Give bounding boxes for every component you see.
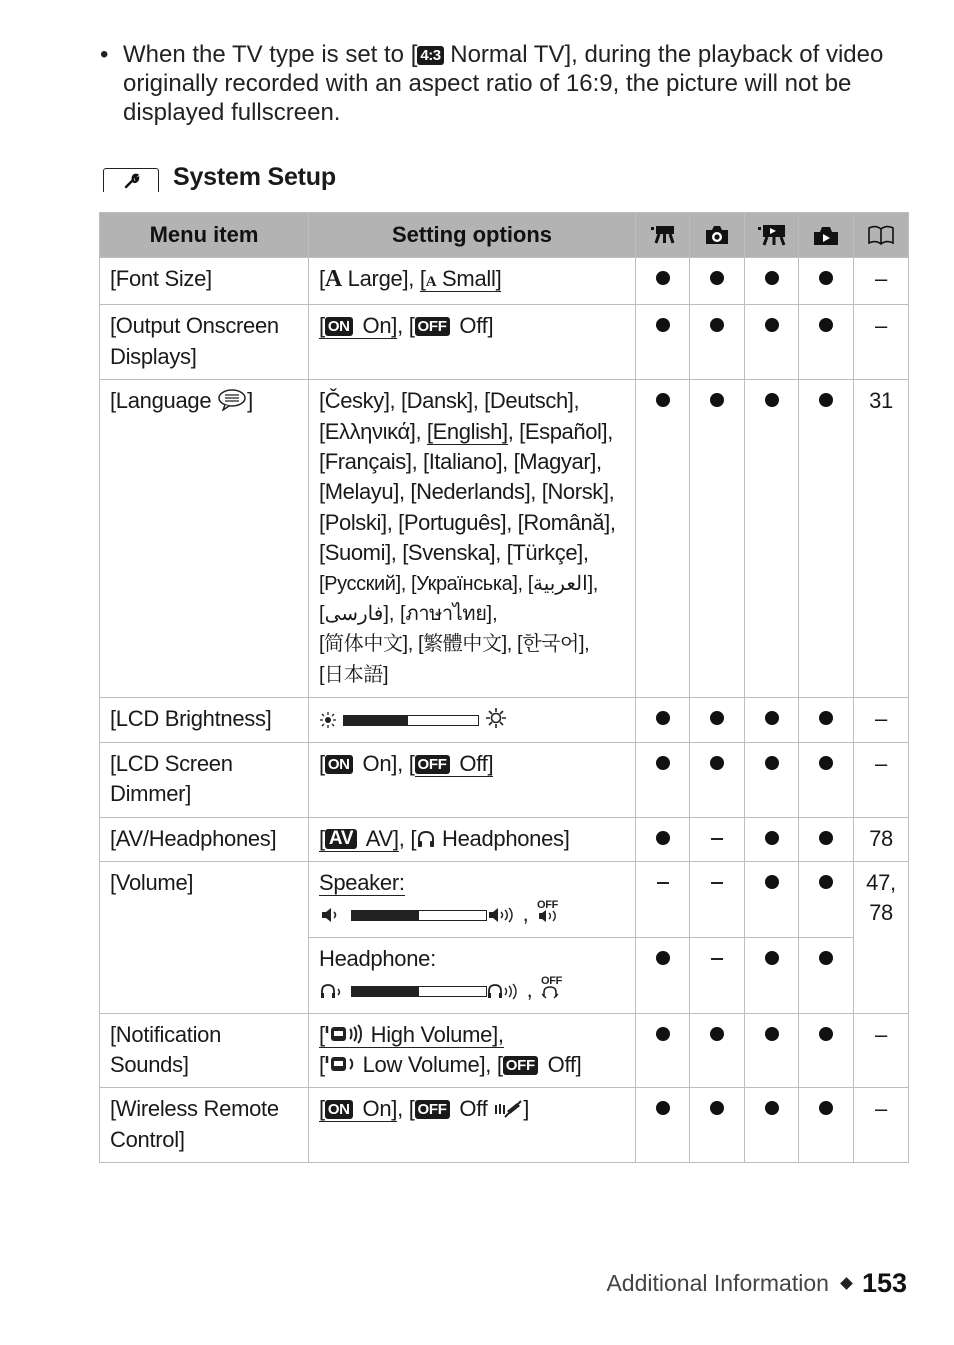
diamond-icon [840, 1277, 853, 1290]
available-dot [710, 318, 724, 332]
avail-cell [636, 380, 690, 698]
movie-playback-icon [756, 223, 788, 247]
speech-bubble-icon [217, 389, 247, 411]
options-volume-headphone: Headphone: , OFF [309, 937, 636, 1013]
avail-cell [636, 258, 690, 305]
menu-item-lcd-brightness: [LCD Brightness] [100, 698, 309, 742]
option-large: Large] [341, 266, 409, 291]
off-icon: OFF [415, 1100, 450, 1119]
book-reference-icon [866, 223, 896, 247]
avail-cell [636, 1088, 690, 1163]
header-photo-record [690, 213, 745, 258]
available-dot [765, 875, 779, 889]
avail-cell [799, 258, 854, 305]
off-icon: OFF [415, 755, 450, 774]
available-dot [710, 271, 724, 285]
unavail-cell [636, 861, 690, 937]
avail-cell [636, 742, 690, 817]
page-ref: – [854, 742, 909, 817]
page-ref: – [854, 305, 909, 380]
available-dot [819, 951, 833, 965]
header-movie-playback [745, 213, 799, 258]
options-wireless-remote: [ ON On], [ OFF Off ] [309, 1088, 636, 1163]
on-icon: ON [325, 317, 353, 336]
page-ref: – [854, 1088, 909, 1163]
dim-sun-icon [319, 711, 337, 729]
speaker-volume-slider [351, 910, 487, 921]
available-dot [819, 1027, 833, 1041]
page-ref: – [854, 1013, 909, 1088]
avail-cell [799, 861, 854, 937]
speaker-low-icon [319, 906, 345, 924]
header-menu-item: Menu item [100, 213, 309, 258]
avail-cell [690, 305, 745, 380]
svg-text:OFF: OFF [541, 975, 563, 988]
avail-cell [799, 380, 854, 698]
brightness-slider [343, 715, 479, 726]
available-dot [710, 393, 724, 407]
available-dot [656, 711, 670, 725]
headphone-off-icon [538, 974, 572, 1000]
option-small-default: [A Small] [419, 266, 502, 291]
header-movie-record [636, 213, 690, 258]
table-row [100, 817, 909, 861]
avail-cell [745, 698, 799, 742]
avail-cell [799, 937, 854, 1013]
unavail-cell [690, 861, 745, 937]
options-notification-sounds: [ High Volume], [ Low Volume], [ OFF Off] [309, 1013, 636, 1088]
avail-cell [799, 742, 854, 817]
available-dot [656, 318, 670, 332]
available-dot [819, 875, 833, 889]
avail-cell [636, 305, 690, 380]
av-icon: AV [325, 829, 357, 849]
not-available-dash [711, 882, 723, 884]
on-icon: ON [325, 1100, 353, 1119]
headphone-label: Headphone: [319, 945, 436, 971]
avail-cell [799, 698, 854, 742]
off-icon: OFF [415, 317, 450, 336]
avail-cell [745, 258, 799, 305]
options-volume-speaker: Speaker: , OFF [309, 861, 636, 937]
playback-note [100, 40, 915, 127]
available-dot [710, 711, 724, 725]
available-dot [819, 1101, 833, 1115]
avail-cell [745, 1013, 799, 1088]
avail-cell [690, 698, 745, 742]
menu-item-lcd-dimmer: [LCD Screen Dimmer] [100, 742, 309, 817]
page-ref: – [854, 258, 909, 305]
system-setup-table [99, 212, 909, 1163]
page-ref: 47, 78 [854, 861, 909, 1013]
available-dot [765, 318, 779, 332]
table-row [100, 1013, 909, 1088]
available-dot [765, 711, 779, 725]
photo-playback-icon [811, 223, 841, 247]
beep-low-icon [325, 1053, 357, 1075]
avail-cell [745, 742, 799, 817]
speaker-off-icon [534, 898, 568, 924]
options-output-displays: [ ON On], [ OFF Off] [309, 305, 636, 380]
avail-cell [745, 305, 799, 380]
available-dot [765, 756, 779, 770]
headphones-icon [416, 829, 436, 849]
page-footer [606, 1268, 907, 1299]
table-row [100, 258, 909, 305]
available-dot [656, 951, 670, 965]
photo-record-icon [703, 223, 731, 247]
available-dot [819, 393, 833, 407]
available-dot [765, 951, 779, 965]
headphone-volume-fill [352, 987, 419, 996]
unavail-cell [690, 937, 745, 1013]
available-dot [819, 756, 833, 770]
note-text-start: When the TV type is set to [ [123, 41, 418, 68]
header-book-reference [854, 213, 909, 258]
header-setting-options: Setting options [309, 213, 636, 258]
options-font-size: [A Large], [A Small] [309, 258, 636, 305]
avail-cell [636, 1013, 690, 1088]
option-small: Small] [436, 266, 502, 291]
page-ref: 78 [854, 817, 909, 861]
available-dot [765, 831, 779, 845]
available-dot [765, 1101, 779, 1115]
table-row [100, 698, 909, 742]
avail-cell [636, 817, 690, 861]
available-dot [656, 1101, 670, 1115]
header-photo-playback [799, 213, 854, 258]
wrench-tab-icon [103, 168, 159, 192]
avail-cell [745, 1088, 799, 1163]
section-title: System Setup [173, 162, 336, 191]
options-lcd-brightness [309, 698, 636, 742]
on-icon: ON [325, 755, 353, 774]
tv-4-3-icon: 4:3 [417, 46, 443, 65]
brightness-slider-fill [344, 716, 408, 725]
avail-cell [690, 380, 745, 698]
not-available-dash [711, 958, 723, 960]
avail-cell [690, 1013, 745, 1088]
avail-cell [636, 937, 690, 1013]
avail-cell [690, 258, 745, 305]
speaker-label: Speaker: [319, 869, 405, 895]
large-font-icon: A [324, 266, 342, 292]
avail-cell [636, 698, 690, 742]
options-language: [Česky], [Dansk], [Deutsch], [Ελληνικά], [English], [Español], [Français], [Italiano], [Magyar], [Melayu], [Nederlands], [Norsk], [Polski], [Português], [Română], [Suomi], [Svenska], [Türkçe], [Русский], [Українська], [العربية], [فارسی], [ภาษาไทย], [简体中文], [繁體中文], [한국어], [日本語] [309, 380, 636, 698]
speaker-volume-fill [352, 911, 419, 920]
headphone-low-icon [319, 982, 345, 1000]
available-dot [765, 271, 779, 285]
page-number: 153 [861, 1268, 907, 1298]
menu-item-wireless-remote: [Wireless Remote Control] [100, 1088, 309, 1163]
avail-cell [799, 817, 854, 861]
off-icon: OFF [503, 1056, 538, 1075]
avail-cell [799, 1088, 854, 1163]
headphone-volume-slider [351, 986, 487, 997]
available-dot [656, 271, 670, 285]
table-header-row [100, 213, 909, 258]
avail-cell [799, 1013, 854, 1088]
table-row [100, 861, 909, 937]
available-dot [765, 1027, 779, 1041]
unavail-cell [690, 817, 745, 861]
menu-item-volume: [Volume] [100, 861, 309, 1013]
available-dot [819, 831, 833, 845]
menu-item-language: [Language ] [100, 380, 309, 698]
menu-item-output-displays: [Output Onscreen Displays] [100, 305, 309, 380]
avail-cell [745, 380, 799, 698]
remote-off-icon [493, 1099, 523, 1119]
movie-record-icon [649, 223, 677, 247]
menu-item-notification-sounds: [Notification Sounds] [100, 1013, 309, 1088]
table-row [100, 305, 909, 380]
available-dot [819, 318, 833, 332]
not-available-dash [711, 838, 723, 840]
svg-text:OFF: OFF [537, 899, 559, 912]
footer-section: Additional Information [606, 1270, 829, 1296]
not-available-dash [657, 882, 669, 884]
avail-cell [690, 742, 745, 817]
avail-cell [745, 817, 799, 861]
small-font-icon: A [425, 274, 437, 290]
bright-sun-icon [485, 707, 507, 729]
options-av-headphones: [ AV AV], [ Headphones] [309, 817, 636, 861]
available-dot [656, 1027, 670, 1041]
available-dot [765, 393, 779, 407]
bullet: • [100, 41, 109, 68]
table-row [100, 1088, 909, 1163]
headphone-high-icon [487, 982, 521, 1000]
available-dot [656, 393, 670, 407]
available-dot [819, 271, 833, 285]
available-dot [656, 831, 670, 845]
menu-item-font-size: [Font Size] [100, 258, 309, 305]
page-ref: – [854, 698, 909, 742]
options-lcd-dimmer: [ ON On], [ OFF Off] [309, 742, 636, 817]
avail-cell [745, 861, 799, 937]
table-row [100, 380, 909, 698]
available-dot [710, 756, 724, 770]
available-dot [819, 711, 833, 725]
available-dot [656, 756, 670, 770]
speaker-high-icon [487, 906, 517, 924]
beep-high-icon [325, 1023, 365, 1045]
note-text-end: Normal TV], during the playback of video originally recorded with an aspect ratio of 16:9, the picture will not be displayed fullscreen. [123, 41, 884, 126]
avail-cell [690, 1088, 745, 1163]
option-english-default: [English] [426, 418, 508, 444]
section-header [103, 160, 336, 194]
available-dot [710, 1101, 724, 1115]
available-dot [710, 1027, 724, 1041]
avail-cell [799, 305, 854, 380]
table-row [100, 742, 909, 817]
menu-item-av-headphones: [AV/Headphones] [100, 817, 309, 861]
avail-cell [745, 937, 799, 1013]
page-ref: 31 [854, 380, 909, 698]
